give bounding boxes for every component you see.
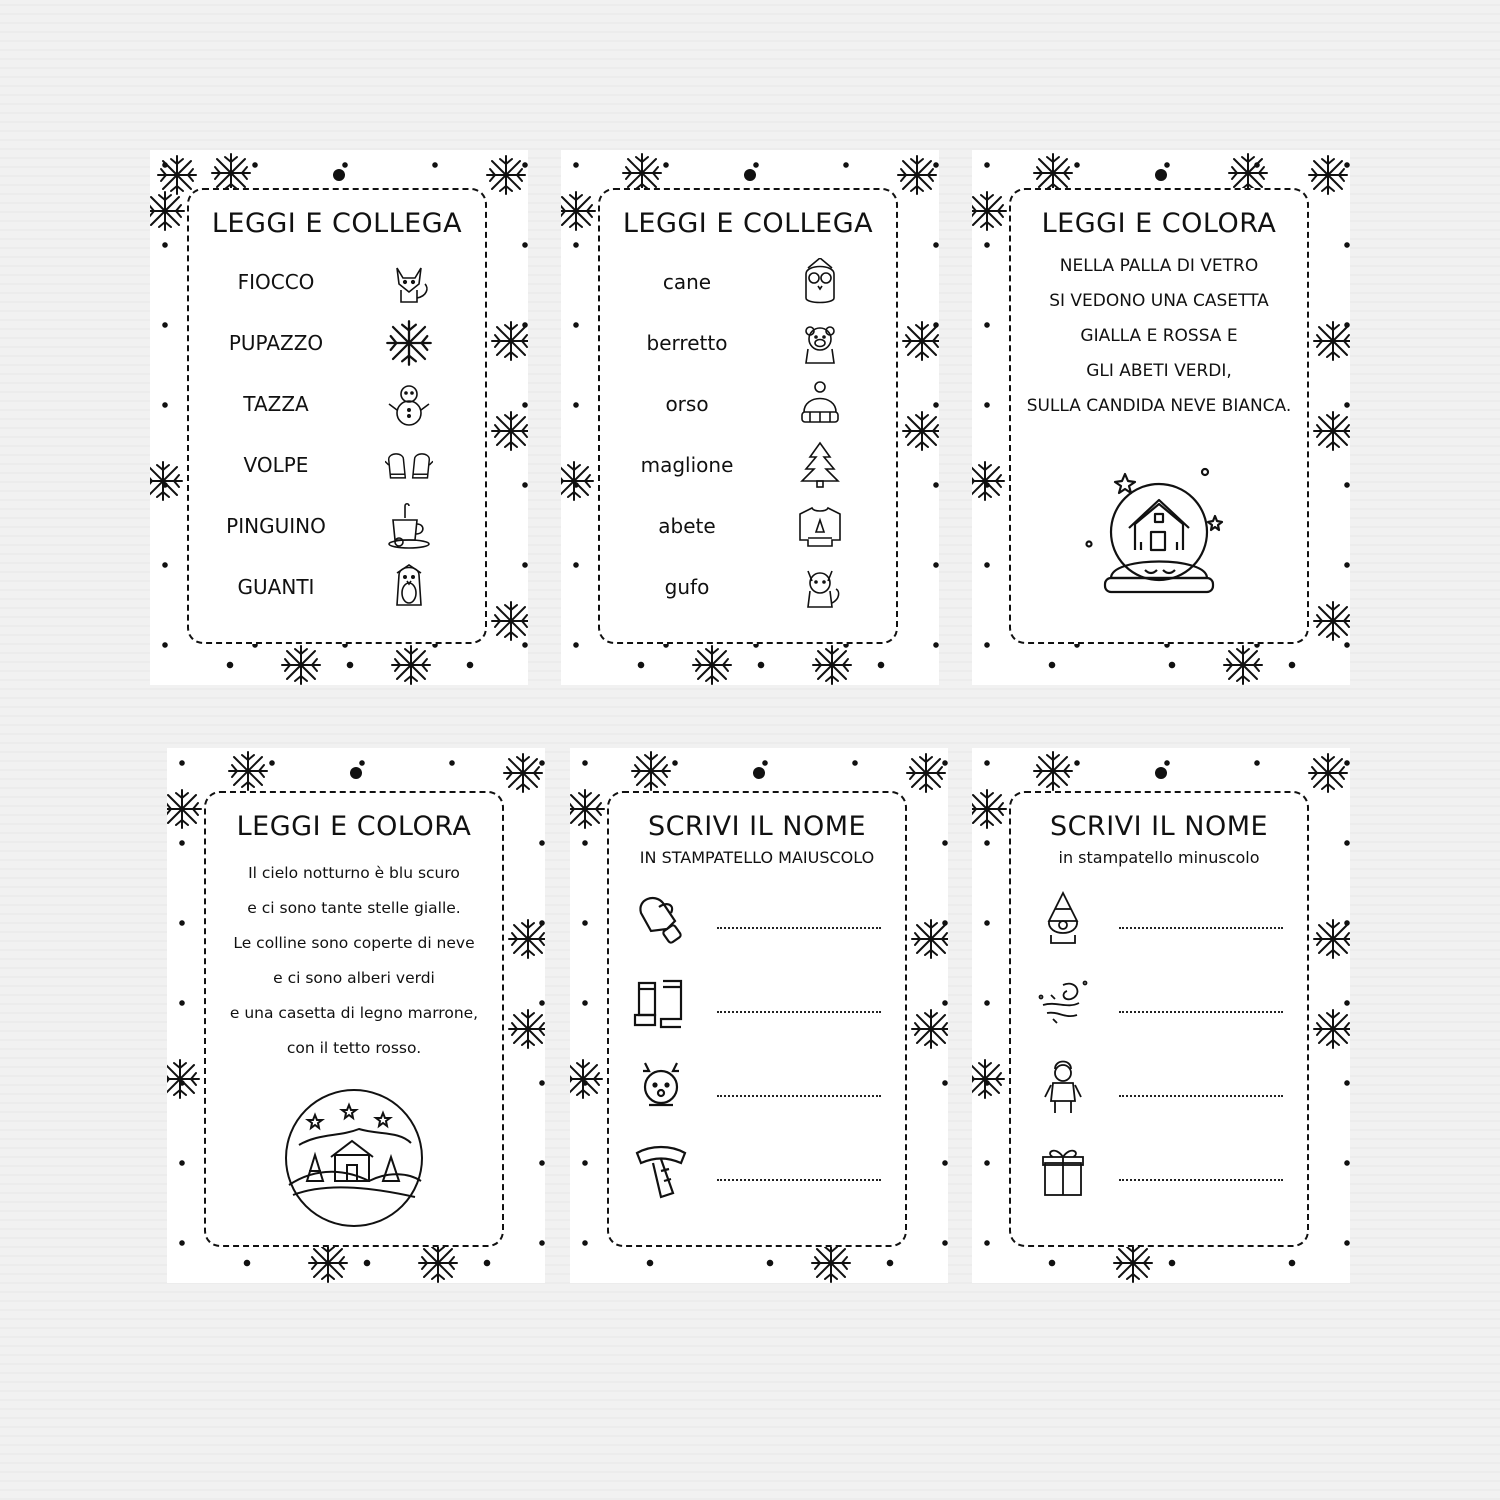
match-word: VOLPE bbox=[243, 453, 309, 477]
reading-text bbox=[206, 856, 502, 1066]
snowflake-decoration-icon bbox=[810, 1242, 852, 1283]
match-word: berretto bbox=[646, 331, 728, 355]
text-line: e ci sono alberi verdi bbox=[273, 969, 435, 987]
reindeer-icon bbox=[631, 1059, 691, 1115]
match-row bbox=[189, 437, 485, 493]
snowflake-decoration-icon bbox=[490, 410, 528, 452]
snowflake-decoration-icon bbox=[1312, 1008, 1350, 1050]
hang-hole bbox=[744, 169, 756, 181]
match-row bbox=[189, 498, 485, 554]
worksheet-card bbox=[972, 150, 1350, 685]
owl-icon bbox=[796, 258, 844, 306]
text-line: NELLA PALLA DI VETRO bbox=[1059, 256, 1259, 276]
match-word: TAZZA bbox=[243, 392, 309, 416]
match-row bbox=[600, 559, 896, 615]
snowflake-decoration-icon bbox=[485, 154, 527, 196]
writing-line[interactable] bbox=[1119, 1179, 1283, 1181]
match-word: FIOCCO bbox=[237, 270, 315, 294]
snowflake-decoration-icon bbox=[167, 788, 203, 830]
write-row bbox=[1033, 1139, 1289, 1203]
text-line: GIALLA E ROSSA E bbox=[1080, 326, 1238, 346]
snowflake-decoration-icon bbox=[417, 1242, 459, 1283]
snowflake-decoration-icon bbox=[507, 1008, 545, 1050]
snowflake-decoration-icon bbox=[280, 644, 322, 685]
snowflake-decoration-icon bbox=[561, 190, 597, 232]
snowflake-decoration-icon bbox=[1307, 154, 1349, 196]
card-title: LEGGI E COLLEGA bbox=[211, 208, 463, 239]
snowflake-decoration-icon bbox=[972, 1058, 1006, 1100]
fir-tree-icon bbox=[796, 441, 844, 489]
snowflake-decoration-icon bbox=[307, 1242, 349, 1283]
snowflake-decoration-icon bbox=[630, 750, 672, 792]
write-row bbox=[1033, 971, 1289, 1035]
write-row bbox=[1033, 887, 1289, 951]
match-word: PUPAZZO bbox=[228, 331, 324, 355]
snowflake-decoration-icon bbox=[910, 1008, 948, 1050]
snowflake-decoration-icon bbox=[570, 1058, 604, 1100]
card-title: LEGGI E COLORA bbox=[1041, 208, 1277, 239]
cocoa-cup-icon bbox=[385, 502, 433, 550]
snowflake-decoration-icon bbox=[490, 320, 528, 362]
text-line: SI VEDONO UNA CASETTA bbox=[1049, 291, 1269, 311]
match-word: maglione bbox=[640, 453, 734, 477]
snowflake-decoration-icon bbox=[490, 600, 528, 642]
child-icon bbox=[1033, 1059, 1093, 1115]
write-row bbox=[631, 1139, 887, 1203]
write-row bbox=[631, 887, 887, 951]
gnome-icon bbox=[1033, 891, 1093, 947]
snowflake-decoration-icon bbox=[1312, 918, 1350, 960]
bear-icon bbox=[796, 319, 844, 367]
hang-hole bbox=[753, 767, 765, 779]
reading-text bbox=[1011, 249, 1307, 424]
write-row bbox=[631, 971, 887, 1035]
match-row bbox=[600, 376, 896, 432]
match-word: GUANTI bbox=[237, 575, 315, 599]
writing-line[interactable] bbox=[1119, 927, 1283, 929]
mitten-icon bbox=[631, 891, 691, 947]
content-panel bbox=[607, 791, 907, 1247]
content-panel bbox=[1009, 791, 1309, 1247]
snowflake-decoration-icon bbox=[1032, 750, 1074, 792]
write-row bbox=[1033, 1055, 1289, 1119]
match-row bbox=[600, 498, 896, 554]
card-title: SCRIVI IL NOME bbox=[647, 811, 867, 842]
snowflake-decoration-icon bbox=[972, 460, 1006, 502]
snowflake-decoration-icon bbox=[972, 788, 1008, 830]
writing-line[interactable] bbox=[717, 1011, 881, 1013]
writing-line[interactable] bbox=[717, 1095, 881, 1097]
snowflake-decoration-icon bbox=[150, 460, 184, 502]
match-word: cane bbox=[662, 270, 712, 294]
snowflake-decoration-icon bbox=[507, 918, 545, 960]
match-row bbox=[600, 315, 896, 371]
snowflake-decoration-icon bbox=[561, 460, 595, 502]
snowflake-decoration-icon bbox=[1312, 320, 1350, 362]
hang-hole bbox=[350, 767, 362, 779]
gift-icon bbox=[1033, 1143, 1093, 1199]
boots-icon bbox=[631, 975, 691, 1031]
content-panel bbox=[204, 791, 504, 1247]
card-title: LEGGI E COLORA bbox=[236, 811, 472, 842]
snow-globe-icon bbox=[1079, 460, 1239, 610]
match-row bbox=[600, 254, 896, 310]
scarf-icon bbox=[631, 1143, 691, 1199]
hang-hole bbox=[333, 169, 345, 181]
snowflake-decoration-icon bbox=[1312, 410, 1350, 452]
writing-line[interactable] bbox=[1119, 1095, 1283, 1097]
match-word: abete bbox=[658, 514, 716, 538]
match-word: orso bbox=[665, 392, 709, 416]
snowflake-decoration-icon bbox=[1222, 644, 1264, 685]
content-panel bbox=[598, 188, 898, 644]
worksheet-card bbox=[150, 150, 528, 685]
match-row bbox=[189, 315, 485, 371]
snowflake-decoration-icon bbox=[227, 750, 269, 792]
snowflake-decoration-icon bbox=[691, 644, 733, 685]
snowflake-decoration-icon bbox=[901, 320, 939, 362]
writing-line[interactable] bbox=[717, 1179, 881, 1181]
snowflake-decoration-icon bbox=[905, 752, 947, 794]
wind-icon bbox=[1033, 975, 1093, 1031]
snowflake-icon bbox=[385, 319, 433, 367]
write-row bbox=[631, 1055, 887, 1119]
content-panel bbox=[187, 188, 487, 644]
snowflake-decoration-icon bbox=[901, 410, 939, 452]
snowflake-decoration-icon bbox=[1307, 752, 1349, 794]
snowflake-decoration-icon bbox=[502, 752, 544, 794]
match-row bbox=[600, 437, 896, 493]
text-line: Il cielo notturno è blu scuro bbox=[248, 864, 460, 882]
snowflake-decoration-icon bbox=[1112, 1242, 1154, 1283]
hang-hole bbox=[1155, 169, 1167, 181]
match-row bbox=[189, 254, 485, 310]
match-row bbox=[189, 559, 485, 615]
match-word: gufo bbox=[664, 575, 710, 599]
winter-landscape-icon bbox=[279, 1085, 429, 1231]
card-subtitle: in stampatello minuscolo bbox=[1058, 848, 1260, 867]
text-line: Le colline sono coperte di neve bbox=[233, 934, 475, 952]
worksheet-card bbox=[167, 748, 545, 1283]
snowflake-decoration-icon bbox=[1312, 600, 1350, 642]
snowflake-decoration-icon bbox=[972, 190, 1008, 232]
snowflake-decoration-icon bbox=[910, 918, 948, 960]
text-line: e una casetta di legno marrone, bbox=[229, 1004, 479, 1022]
dog-icon bbox=[796, 563, 844, 611]
snowflake-decoration-icon bbox=[570, 788, 606, 830]
writing-line[interactable] bbox=[1119, 1011, 1283, 1013]
penguin-icon bbox=[385, 563, 433, 611]
hang-hole bbox=[1155, 767, 1167, 779]
fox-icon bbox=[385, 258, 433, 306]
text-line: con il tetto rosso. bbox=[286, 1039, 422, 1057]
snowflake-decoration-icon bbox=[390, 644, 432, 685]
card-subtitle: IN STAMPATELLO MAIUSCOLO bbox=[639, 848, 875, 867]
text-line: GLI ABETI VERDI, bbox=[1086, 361, 1232, 381]
match-row bbox=[189, 376, 485, 432]
worksheet-card bbox=[570, 748, 948, 1283]
card-title: LEGGI E COLLEGA bbox=[622, 208, 874, 239]
text-line: e ci sono tante stelle gialle. bbox=[247, 899, 461, 917]
beanie-hat-icon bbox=[796, 380, 844, 428]
snowman-icon bbox=[385, 380, 433, 428]
sweater-icon bbox=[796, 502, 844, 550]
snowflake-decoration-icon bbox=[896, 154, 938, 196]
worksheet-card bbox=[561, 150, 939, 685]
snowflake-decoration-icon bbox=[150, 190, 186, 232]
snowflake-decoration-icon bbox=[167, 1058, 201, 1100]
snowflake-decoration-icon bbox=[811, 644, 853, 685]
match-word: PINGUINO bbox=[226, 514, 326, 538]
mittens-icon bbox=[385, 441, 433, 489]
text-line: SULLA CANDIDA NEVE BIANCA. bbox=[1026, 396, 1292, 416]
card-title: SCRIVI IL NOME bbox=[1049, 811, 1269, 842]
content-panel bbox=[1009, 188, 1309, 644]
worksheet-card bbox=[972, 748, 1350, 1283]
writing-line[interactable] bbox=[717, 927, 881, 929]
